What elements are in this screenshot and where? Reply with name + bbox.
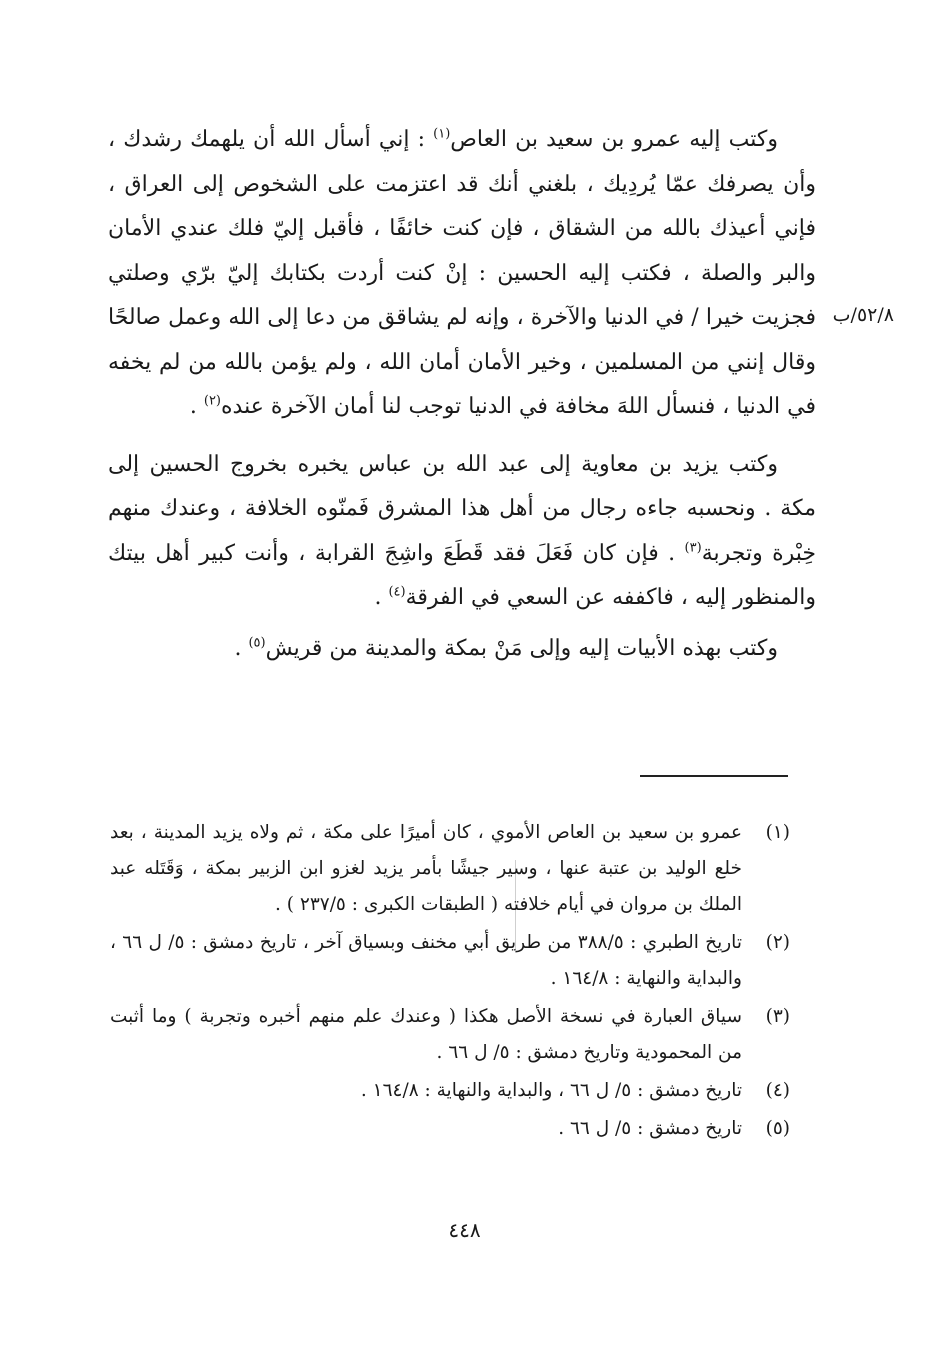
paragraph-3-end: . <box>234 635 249 661</box>
footnote-3 <box>110 999 790 1071</box>
footnote-number: (٤) <box>765 1080 790 1101</box>
paragraph-1 <box>108 118 816 430</box>
paragraph-2 <box>108 443 816 621</box>
footnote-number: (٣) <box>765 1006 790 1027</box>
footnotes-section <box>110 815 790 1149</box>
paragraph-1-end: . <box>189 394 204 419</box>
footnote-text: عمرو بن سعيد بن العاص الأموي ، كان أميرًا على مكة ، ثم ولاه يزيد المدينة ، بعد خلع الوليد بن عتبة عنها ، وسير جيشًا بأمر يزيد لغزو ابن الزبير بمكة ، وَقَتَله عبد الملك بن مروان في أيام خلافته ( الطبقات الكبرى : ٢٣٧/٥ ) . <box>110 822 742 915</box>
footnote-ref-4: (٤) <box>388 584 406 600</box>
paragraph-3-text: وكتب بهذه الأبيات إليه وإلى مَنْ بمكة والمدينة من قريش <box>265 635 778 661</box>
page-number: ٤٤٨ <box>448 1218 481 1242</box>
footnote-4 <box>110 1073 790 1109</box>
paragraph-2-text-a: وكتب يزيد بن معاوية إلى عبد الله بن عباس يخبره بخروج الحسين إلى مكة . ونحسبه جاءه رجال من أهل هذا المشرق فَمنّوه الخلافة ، وعندك منهم خِبْرة وتجربة <box>108 451 817 566</box>
footnote-1 <box>110 815 790 923</box>
footnote-divider <box>640 775 788 777</box>
footnote-5 <box>110 1111 790 1147</box>
footnote-text: سياق العبارة في نسخة الأصل هكذا ( وعندك علم منهم أخبره وتجربة ) وما أثبت من المحمودية وتاريخ دمشق : ٥/ ل ٦٦ . <box>110 1006 742 1063</box>
footnote-text: تاريخ الطبري : ٣٨٨/٥ من طريق أبي مخنف وبسياق آخر ، تاريخ دمشق : ٥/ ل ٦٦ ، والبداية والنهاية : ١٦٤/٨ . <box>110 932 742 989</box>
main-text-body <box>108 118 816 671</box>
paragraph-3 <box>108 627 816 672</box>
footnote-number: (٢) <box>765 932 790 953</box>
footnote-ref-3: (٣) <box>684 540 702 556</box>
paragraph-2-end: . <box>374 585 389 610</box>
paragraph-1-text-b: : إني أسأل الله أن يلهمك رشدك ، وأن يصرفك عمّا يُردِيك ، بلغني أنك قد اعتزمت على الشخوص إلى العراق ، فإني أعيذك بالله من الشقاق ، فإن كنت خائفًا ، فأقبل إليّ فلك عندي الأمان والبر والصلة ، فكتب إليه الحسين : إنْ كنت أردت بكتابك إليّ برّي وصلتي فجزيت خيرا / في الدنيا والآخرة ، وإنه لم يشاقق من دعا إلى الله وعمل صالحًا وقال إنني من المسلمين ، وخير الأمان أمان الله ، ولم يؤمن بالله من لم يخفه في الدنيا ، فنسأل اللهَ مخافة في الدنيا توجب لنا أمان الآخرة عنده <box>108 127 816 419</box>
footnote-ref-5: (٥) <box>248 635 266 651</box>
footnote-text: تاريخ دمشق : ٥/ ل ٦٦ . <box>558 1118 742 1139</box>
margin-folio-note: ٥٢/٨/ب <box>832 304 894 326</box>
paragraph-2-text-b: . فإن كان فَعَلَ فقد قَطَعَ واشِجَ القرابة ، وأنت كبير أهل بيتك والمنظور إليه ، فاكففه عن السعي في الفرقة <box>108 540 816 610</box>
footnote-2 <box>110 925 790 997</box>
paragraph-1-text-a: وكتب إليه عمرو بن سعيد بن العاص <box>450 127 778 152</box>
footnote-ref-1: (١) <box>433 126 451 142</box>
footnote-number: (١) <box>765 822 790 843</box>
footnote-ref-2: (٢) <box>203 393 221 409</box>
footnote-number: (٥) <box>765 1118 790 1139</box>
footnote-text: تاريخ دمشق : ٥/ ل ٦٦ ، والبداية والنهاية : ١٦٤/٨ . <box>360 1080 742 1101</box>
